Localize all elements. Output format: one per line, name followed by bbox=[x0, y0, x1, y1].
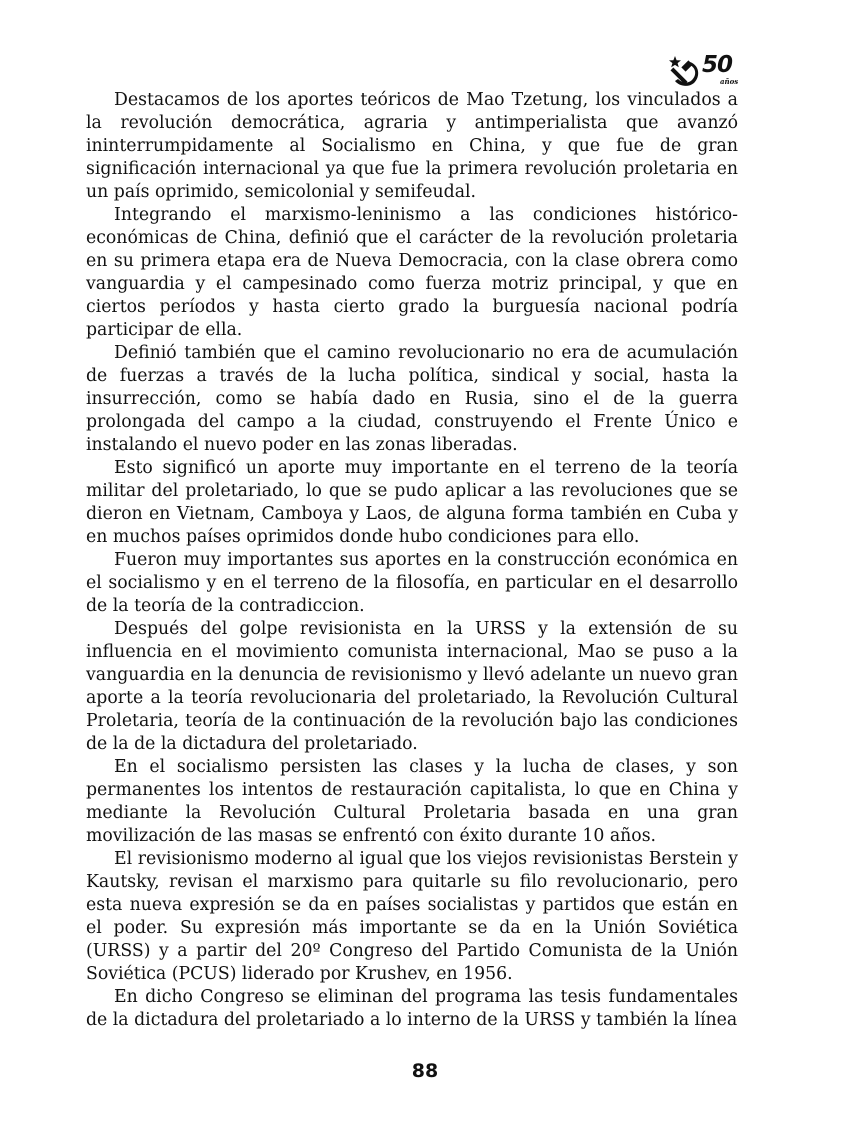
body-text bbox=[86, 89, 738, 1032]
paragraph: Destacamos de los aportes teóricos de Mao Tzetung, los vinculados a la revolución democrática, agraria y antimperialista que avanzó ininterrumpidamente al Socialismo en China, y que fue de gran significación internacional ya que fue la primera revolución proletaria en un país oprimido, semicolonial y semifeudal. bbox=[86, 90, 738, 202]
paragraph: Esto significó un aporte muy importante en el terreno de la teoría militar del proletariado, lo que se pudo aplicar a las revoluciones que se dieron en Vietnam, Camboya y Laos, de alguna forma también en Cuba y en muchos países oprimidos donde hubo condiciones para ello. bbox=[86, 458, 738, 547]
paragraph: Después del golpe revisionista en la URSS y la extensión de su influencia en el movimiento comunista internacional, Mao se puso a la vanguardia en la denuncia de revisionismo y llevó adelante un nuevo gran aporte a la teoría revolucionaria del proletariado, la Revolución Cultural Proletaria, teoría de la continuación de la revolución bajo las condiciones de la de la dictadura del proletariado. bbox=[86, 619, 738, 754]
paragraph: En dicho Congreso se eliminan del programa las tesis fundamentales de la dictadura del proletariado a lo interno de la URSS y también la línea bbox=[86, 987, 738, 1030]
paragraph: Fueron muy importantes sus aportes en la construcción económica en el socialismo y en el terreno de la filosofía, en particular en el desarrollo de la teoría de la contradiccion. bbox=[86, 550, 738, 616]
paragraph: Integrando el marxismo-leninismo a las condiciones histórico-económicas de China, definió que el carácter de la revolución proletaria en su primera etapa era de Nueva Democracia, con la clase obrera como vanguardia y el campesinado como fuerza motriz principal, y que en ciertos períodos y hasta cierto grado la burguesía nacional podría participar de ella. bbox=[86, 205, 738, 340]
logo-subtitle: años bbox=[720, 77, 739, 86]
paragraph: En el socialismo persisten las clases y la lucha de clases, y son permanentes los intentos de restauración capitalista, lo que en China y mediante la Revolución Cultural Proletaria basada en una gran movilización de las masas se enfrentó con éxito durante 10 años. bbox=[86, 757, 738, 846]
party-logo bbox=[668, 54, 740, 90]
paragraph: Definió también que el camino revolucionario no era de acumulación de fuerzas a través de la lucha política, sindical y social, hasta la insurrección, como se había dado en Rusia, sino el de la guerra prolongada del campo a la ciudad, construyendo el Frente Único e instalando el nuevo poder en las zonas liberadas. bbox=[86, 343, 738, 455]
paragraph: El revisionismo moderno al igual que los viejos revisionistas Berstein y Kautsky, revisan el marxismo para quitarle su filo revolucionario, pero esta nueva expresión se da en países socialistas y partidos que están en el poder. Su expresión más importante se da en la Unión Soviética (URSS) y a partir del 20º Congreso del Partido Comunista de la Unión Soviética (PCUS) liderado por Krushev, en 1956. bbox=[86, 849, 738, 984]
logo-number: 50 bbox=[702, 52, 733, 78]
page-number: 88 bbox=[411, 1060, 439, 1082]
hammer-sickle-star-icon bbox=[668, 54, 704, 90]
